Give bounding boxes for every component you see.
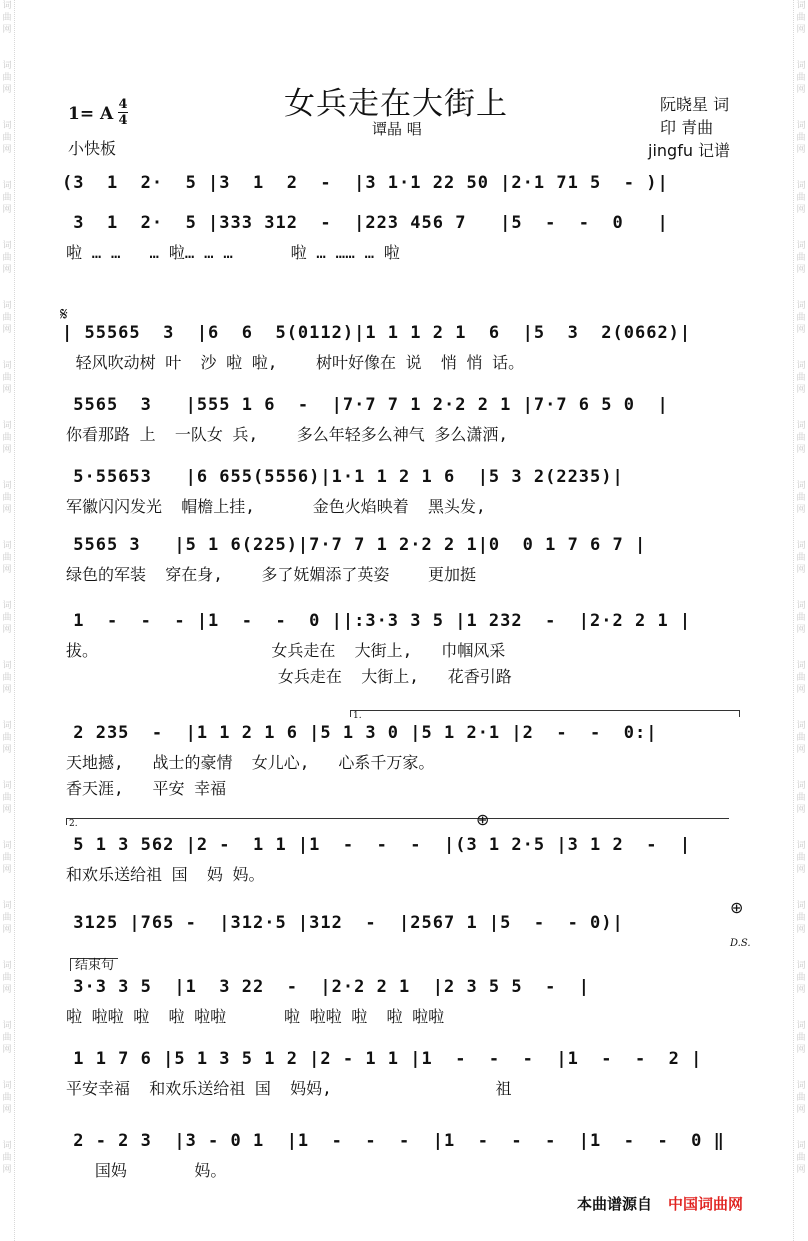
watermark-char: 曲 xyxy=(796,1033,806,1043)
watermark-char: 词 xyxy=(796,661,806,671)
watermark-char: 曲 xyxy=(796,493,806,503)
watermark-char: 曲 xyxy=(796,1093,806,1103)
watermark-char: 词 xyxy=(2,1081,12,1091)
time-signature-top: 4 xyxy=(118,97,128,112)
watermark-char: 网 xyxy=(2,745,12,755)
watermark-char: 曲 xyxy=(2,973,12,983)
lyric-line: 轻风吹动树 叶 沙 啦 啦, 树叶好像在 说 悄 悄 话。 xyxy=(66,353,525,372)
watermark-char: 网 xyxy=(796,265,806,275)
watermark-char: 词 xyxy=(796,1141,806,1151)
watermark-char: 曲 xyxy=(2,793,12,803)
lyric-line: 女兵走在 大街上, 花香引路 xyxy=(66,667,512,686)
watermark-char: 网 xyxy=(796,385,806,395)
score-row xyxy=(62,1044,752,1126)
watermark-char: 词 xyxy=(2,1021,12,1031)
watermark-char: 词 xyxy=(796,361,806,371)
watermark-char: 网 xyxy=(796,925,806,935)
watermark-char: 网 xyxy=(2,85,12,95)
watermark-char: 网 xyxy=(796,1165,806,1175)
lyric-line: 啦 啦啦 啦 啦 啦啦 啦 啦啦 啦 啦 啦啦 xyxy=(66,1007,445,1026)
score-row xyxy=(62,958,752,1044)
lyric-line: 绿色的军装 穿在身, 多了妩媚添了英姿 更加挺 xyxy=(66,565,476,584)
watermark-char: 曲 xyxy=(2,13,12,23)
transcriber-credit: jingfu 记谱 xyxy=(648,141,731,160)
score-row xyxy=(62,462,752,530)
watermark-char: 词 xyxy=(796,601,806,611)
watermark-char: 词 xyxy=(796,1021,806,1031)
watermark-char: 词 xyxy=(796,961,806,971)
watermark-char: 词 xyxy=(2,781,12,791)
watermark-char: 曲 xyxy=(2,1153,12,1163)
score-row xyxy=(62,208,752,318)
watermark-char: 网 xyxy=(2,685,12,695)
source-label: 本曲谱源自 xyxy=(577,1195,653,1213)
watermark-char: 词 xyxy=(796,721,806,731)
watermark-char: 曲 xyxy=(2,1093,12,1103)
lyric-line: 军徽闪闪发光 帽檐上挂, 金色火焰映着 黑头发, xyxy=(66,497,486,516)
lyric-line: 天地撼, 战士的豪情 女儿心, 心系千万家。 xyxy=(66,753,435,772)
watermark-char: 曲 xyxy=(796,913,806,923)
watermark-char: 网 xyxy=(796,805,806,815)
watermark-char: 词 xyxy=(796,61,806,71)
watermark-char: 词 xyxy=(2,1141,12,1151)
watermark-char: 网 xyxy=(2,565,12,575)
watermark-char: 网 xyxy=(796,85,806,95)
watermark-char: 曲 xyxy=(2,553,12,563)
watermark-char: 曲 xyxy=(796,973,806,983)
coda-sign: ⊕ xyxy=(476,810,490,829)
watermark-char: 词 xyxy=(796,1,806,11)
score-row xyxy=(62,810,752,908)
watermark-char: 词 xyxy=(796,901,806,911)
watermark-char: 词 xyxy=(2,361,12,371)
watermark-char: 网 xyxy=(796,205,806,215)
watermark-char: 网 xyxy=(796,25,806,35)
watermark-char: 词 xyxy=(2,481,12,491)
watermark-char: 词 xyxy=(2,841,12,851)
composer-credit: 印 青曲 xyxy=(660,118,714,137)
score-row xyxy=(62,1126,752,1198)
watermark-char: 网 xyxy=(796,1105,806,1115)
watermark-char: 词 xyxy=(2,601,12,611)
watermark-char: 曲 xyxy=(2,253,12,263)
watermark-char: 词 xyxy=(796,241,806,251)
watermark-char: 词 xyxy=(2,61,12,71)
watermark-char: 词 xyxy=(796,781,806,791)
watermark-char: 词 xyxy=(2,1,12,11)
watermark-char: 曲 xyxy=(796,13,806,23)
ending-phrase-label: 结束句 xyxy=(70,958,118,971)
lyric-line: 拔。 女兵走在 大街上, 巾帼风采 xyxy=(66,641,506,660)
watermark-char: 曲 xyxy=(796,253,806,263)
watermark-char: 曲 xyxy=(796,733,806,743)
watermark-char: 网 xyxy=(2,625,12,635)
coda-sign: ⊕ xyxy=(730,898,744,917)
watermark-char: 网 xyxy=(796,865,806,875)
lyric-line: 你看那路 上 一队女 兵, 多么年轻多么神气 多么潇洒, xyxy=(66,425,508,444)
watermark-char: 曲 xyxy=(2,433,12,443)
watermark-char: 网 xyxy=(796,145,806,155)
score-row xyxy=(62,168,752,208)
watermark-char: 网 xyxy=(2,265,12,275)
notation-line: 3125 |765 - |312·5 |312 - |2567 1 |5 - - 0)| xyxy=(62,913,624,933)
watermark-char: 词 xyxy=(796,121,806,131)
watermark-char: 曲 xyxy=(796,793,806,803)
dal-segno-mark: D.S. xyxy=(730,938,751,949)
watermark-char: 曲 xyxy=(796,613,806,623)
watermark-char: 网 xyxy=(2,865,12,875)
watermark-char: 词 xyxy=(2,661,12,671)
watermark-char: 曲 xyxy=(2,733,12,743)
time-signature-bottom: 4 xyxy=(118,113,128,128)
watermark-char: 网 xyxy=(796,685,806,695)
watermark-char: 曲 xyxy=(796,73,806,83)
lyric-line: 平安幸福 和欢乐送给祖 国 妈妈, 祖 xyxy=(66,1079,512,1098)
watermark-char: 网 xyxy=(2,325,12,335)
watermark-char: 网 xyxy=(796,1045,806,1055)
watermark-char: 词 xyxy=(2,301,12,311)
watermark-char: 网 xyxy=(796,985,806,995)
notation-line: 5565 3 |5 1 6(225)|7·7 7 1 2·2 2 1|0 0 1 7 6 7 | xyxy=(62,535,647,555)
watermark-char: 网 xyxy=(2,1045,12,1055)
watermark-char: 网 xyxy=(2,25,12,35)
watermark-char: 曲 xyxy=(796,373,806,383)
segno-sign: 𝄋 xyxy=(60,304,68,325)
watermark-char: 词 xyxy=(2,541,12,551)
lyric-line: 国妈 妈。 xyxy=(66,1161,227,1180)
watermark-char: 词 xyxy=(2,961,12,971)
watermark-char: 网 xyxy=(2,925,12,935)
lyric-line: 啦 … … … 啦… … … 啦 … …… … 啦 xyxy=(66,243,400,262)
watermark-char: 曲 xyxy=(2,73,12,83)
watermark-char: 词 xyxy=(2,901,12,911)
watermark-char: 网 xyxy=(2,445,12,455)
singer-credit: 谭晶 唱 xyxy=(372,120,422,138)
watermark-char: 网 xyxy=(2,385,12,395)
watermark-char: 网 xyxy=(2,1105,12,1115)
watermark-char: 曲 xyxy=(2,613,12,623)
watermark-char: 网 xyxy=(796,445,806,455)
watermark-char: 曲 xyxy=(2,673,12,683)
source-site-link[interactable]: 中国词曲网 xyxy=(668,1195,744,1213)
lyric-line: 和欢乐送给祖 国 妈 妈。 xyxy=(66,865,265,884)
watermark-char: 网 xyxy=(796,565,806,575)
watermark-char: 词 xyxy=(2,181,12,191)
watermark-char: 网 xyxy=(2,805,12,815)
watermark-char: 词 xyxy=(796,541,806,551)
volta-second-ending: 2. xyxy=(66,818,729,825)
notation-line: | 55565 3 |6 6 5(0112)|1 1 1 2 1 6 |5 3 2(0662)| xyxy=(62,323,692,343)
watermark-char: 曲 xyxy=(2,853,12,863)
notation-line: (3 1 2· 5 |3 1 2 - |3 1·1 22 50 |2·1 71 5 - )| xyxy=(62,173,669,193)
notation-line: 1 - - - |1 - - 0 ||:3·3 3 5 |1 232 - |2·2 2 1 | xyxy=(62,611,692,631)
score-row xyxy=(60,304,752,390)
notation-line: 1 1 7 6 |5 1 3 5 1 2 |2 - 1 1 |1 - - - |1 - - 2 | xyxy=(62,1049,703,1069)
song-title: 女兵走在大街上 xyxy=(284,86,508,122)
watermark-char: 网 xyxy=(796,505,806,515)
score-row xyxy=(62,530,752,606)
watermark-char: 曲 xyxy=(2,913,12,923)
watermark-char: 词 xyxy=(796,421,806,431)
watermark-char: 曲 xyxy=(2,133,12,143)
notation-line: 2 235 - |1 1 2 1 6 |5 1 3 0 |5 1 2·1 |2 - - 0:| xyxy=(62,723,658,743)
watermark-char: 网 xyxy=(2,145,12,155)
watermark-char: 词 xyxy=(796,181,806,191)
watermark-char: 网 xyxy=(2,1165,12,1175)
watermark-char: 曲 xyxy=(796,313,806,323)
notation-line: 5565 3 |555 1 6 - |7·7 7 1 2·2 2 1 |7·7 6 5 0 | xyxy=(62,395,669,415)
watermark-char: 曲 xyxy=(796,673,806,683)
key-signature: 1= A xyxy=(68,104,114,124)
notation-line: 3·3 3 5 |1 3 22 - |2·2 2 1 |2 3 5 5 - | xyxy=(62,977,591,997)
time-signature xyxy=(118,97,128,128)
watermark-char: 词 xyxy=(796,481,806,491)
score-row xyxy=(62,606,752,718)
watermark-char: 曲 xyxy=(2,313,12,323)
score-row xyxy=(62,711,752,830)
watermark-char: 曲 xyxy=(2,493,12,503)
score-header xyxy=(0,0,808,170)
watermark-char: 词 xyxy=(796,1081,806,1091)
watermark-char: 曲 xyxy=(796,433,806,443)
source-footer xyxy=(577,1193,743,1214)
tempo-marking: 小快板 xyxy=(68,139,117,158)
watermark-char: 曲 xyxy=(796,133,806,143)
watermark-char: 曲 xyxy=(796,1153,806,1163)
watermark-char: 词 xyxy=(2,121,12,131)
watermark-char: 词 xyxy=(2,721,12,731)
watermark-char: 网 xyxy=(2,505,12,515)
notation-line: 2 - 2 3 |3 - 0 1 |1 - - - |1 - - - |1 - - 0 ‖ xyxy=(62,1131,725,1151)
jianpu-score xyxy=(62,168,752,1198)
notation-line: 3 1 2· 5 |333 312 - |223 456 7 |5 - - 0 | xyxy=(62,213,669,233)
notation-line: 5·55653 |6 655(5556)|1·1 1 2 1 6 |5 3 2(2235)| xyxy=(62,467,624,487)
lyric-line: 香天涯, 平安 幸福 xyxy=(66,779,227,798)
score-row xyxy=(62,390,752,462)
watermark-char: 词 xyxy=(796,301,806,311)
side-watermark-right xyxy=(793,0,808,1241)
lyricist-credit: 阮晓星 词 xyxy=(660,95,730,114)
watermark-char: 词 xyxy=(2,241,12,251)
watermark-char: 曲 xyxy=(796,853,806,863)
watermark-char: 曲 xyxy=(796,553,806,563)
watermark-char: 网 xyxy=(796,625,806,635)
side-watermark-left xyxy=(0,0,15,1241)
watermark-char: 网 xyxy=(796,745,806,755)
watermark-char: 网 xyxy=(2,205,12,215)
watermark-char: 词 xyxy=(2,421,12,431)
watermark-char: 曲 xyxy=(2,373,12,383)
watermark-char: 曲 xyxy=(2,193,12,203)
score-row xyxy=(62,898,752,972)
watermark-char: 曲 xyxy=(796,193,806,203)
watermark-char: 曲 xyxy=(2,1033,12,1043)
volta-first-ending: 1. xyxy=(350,710,740,717)
watermark-char: 网 xyxy=(2,985,12,995)
notation-line: 5 1 3 562 |2 - 1 1 |1 - - - |(3 1 2·5 |3 1 2 - | xyxy=(62,835,692,855)
watermark-char: 网 xyxy=(796,325,806,335)
watermark-char: 词 xyxy=(796,841,806,851)
